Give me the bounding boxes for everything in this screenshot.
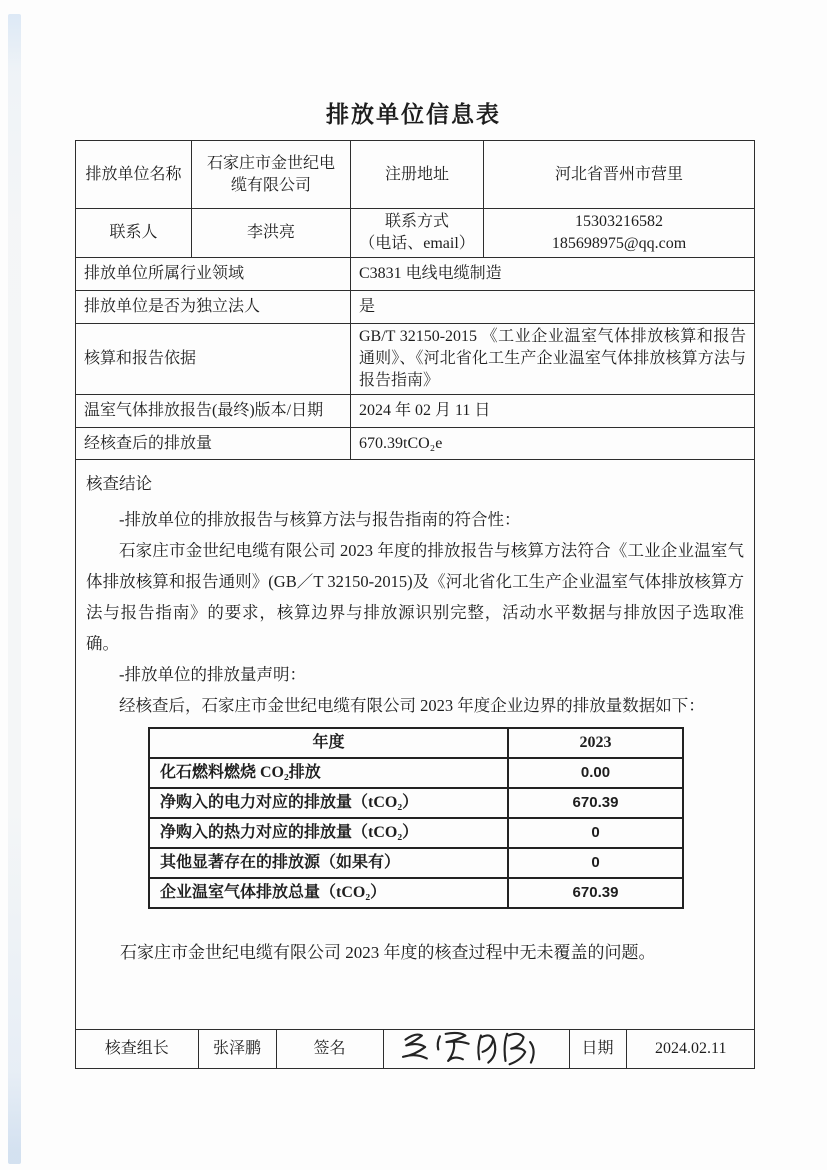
unit-name-value: 石家庄市金世纪电缆有限公司 (192, 141, 351, 209)
verified-emission-label: 经核查后的排放量 (76, 428, 351, 460)
basis-label: 核算和报告依据 (76, 324, 351, 395)
date-value: 2024.02.11 (626, 1030, 755, 1068)
table-row (76, 141, 755, 209)
report-version-value: 2024 年 02 月 11 日 (351, 395, 755, 428)
emission-row-label: 企业温室气体排放总量（tCO₂） (149, 878, 508, 908)
report-version-label: 温室气体排放报告(最终)版本/日期 (76, 395, 351, 428)
industry-label: 排放单位所属行业领域 (76, 258, 351, 291)
table-row (149, 848, 683, 878)
verified-emission-value: 670.39tCO₂e (351, 428, 755, 460)
contact-person-label: 联系人 (76, 209, 192, 258)
registered-address-label: 注册地址 (351, 141, 484, 209)
table-row (76, 1030, 755, 1069)
independent-legal-value: 是 (351, 291, 755, 324)
leader-name: 张泽鹏 (198, 1030, 276, 1068)
contact-method-label (351, 209, 484, 258)
emission-row-label: 净购入的热力对应的排放量（tCO₂） (149, 818, 508, 848)
signature-cell (383, 1030, 569, 1068)
emission-row-value: 0 (508, 848, 683, 878)
info-table (75, 140, 755, 1069)
scan-edge-artifact (8, 14, 21, 1164)
table-row (149, 818, 683, 848)
emission-table (148, 727, 684, 909)
sign-label: 签名 (276, 1030, 383, 1068)
conclusion-p2: 石家庄市金世纪电缆有限公司 2023 年度的排放报告与核算方法符合《工业企业温室气体排放核算和报告通则》(GB／T 32150-2015)及《河北省化工生产企业温室气体排放核算方法与报告指南》的要求，核算边界与排放源识别完整，活动水平数据与排放因子选取准确。 (86, 541, 744, 653)
contact-method-value (484, 209, 755, 258)
independent-legal-label: 排放单位是否为独立法人 (76, 291, 351, 324)
emission-row-value: 670.39 (508, 878, 683, 908)
table-row (76, 460, 755, 1030)
table-row (76, 324, 755, 395)
table-row (76, 1030, 755, 1068)
emission-row-value: 0.00 (508, 758, 683, 788)
emission-header-2023: 2023 (508, 728, 683, 758)
emission-row-label: 净购入的电力对应的排放量（tCO₂） (149, 788, 508, 818)
leader-label: 核查组长 (104, 1040, 169, 1057)
unit-name-label: 排放单位名称 (76, 141, 192, 209)
table-row (149, 878, 683, 908)
signature-handwriting (394, 1030, 558, 1069)
industry-value: C3831 电线电缆制造 (351, 258, 755, 291)
basis-value: GB/T 32150-2015 《工业企业温室气体排放核算和报告通则》、《河北省化工生产企业温室气体排放核算方法与报告指南》 (351, 324, 755, 395)
table-row (76, 291, 755, 324)
emission-row-value: 0 (508, 818, 683, 848)
conclusion-heading: 核查结论 (86, 474, 152, 493)
table-row (149, 788, 683, 818)
table-row (76, 395, 755, 428)
date-label: 日期 (569, 1030, 626, 1068)
emission-row-label: 化石燃料燃烧 CO₂排放 (149, 758, 508, 788)
table-row (149, 758, 683, 788)
contact-person-value: 李洪亮 (192, 209, 351, 258)
table-row (76, 428, 755, 460)
contact-method-label-line1: 联系方式 (384, 213, 449, 230)
contact-method-label-line2: （电话、email） (359, 235, 475, 252)
conclusion-closing: 石家庄市金世纪电缆有限公司 2023 年度的核查过程中无未覆盖的问题。 (120, 943, 656, 962)
page-title: 排放单位信息表 (326, 102, 501, 127)
table-row (76, 258, 755, 291)
emission-header-year: 年度 (149, 728, 508, 758)
emission-row-label: 其他显著存在的排放源（如果有） (149, 848, 508, 878)
registered-address-value: 河北省晋州市营里 (484, 141, 755, 209)
conclusion-cell (76, 460, 755, 1030)
conclusion-p3: -排放单位的排放量声明： (119, 665, 306, 684)
table-row (149, 728, 683, 758)
emission-row-value: 670.39 (508, 788, 683, 818)
conclusion-p1: -排放单位的排放报告与核算方法与报告指南的符合性： (119, 510, 521, 529)
footer-row (76, 1030, 755, 1069)
table-row (76, 209, 755, 258)
contact-phone: 15303216582 (575, 213, 663, 230)
conclusion-p4: 经核查后，石家庄市金世纪电缆有限公司 2023 年度企业边界的排放量数据如下： (119, 696, 705, 715)
contact-email: 185698975@qq.com (551, 235, 687, 252)
footer-table (76, 1030, 755, 1068)
